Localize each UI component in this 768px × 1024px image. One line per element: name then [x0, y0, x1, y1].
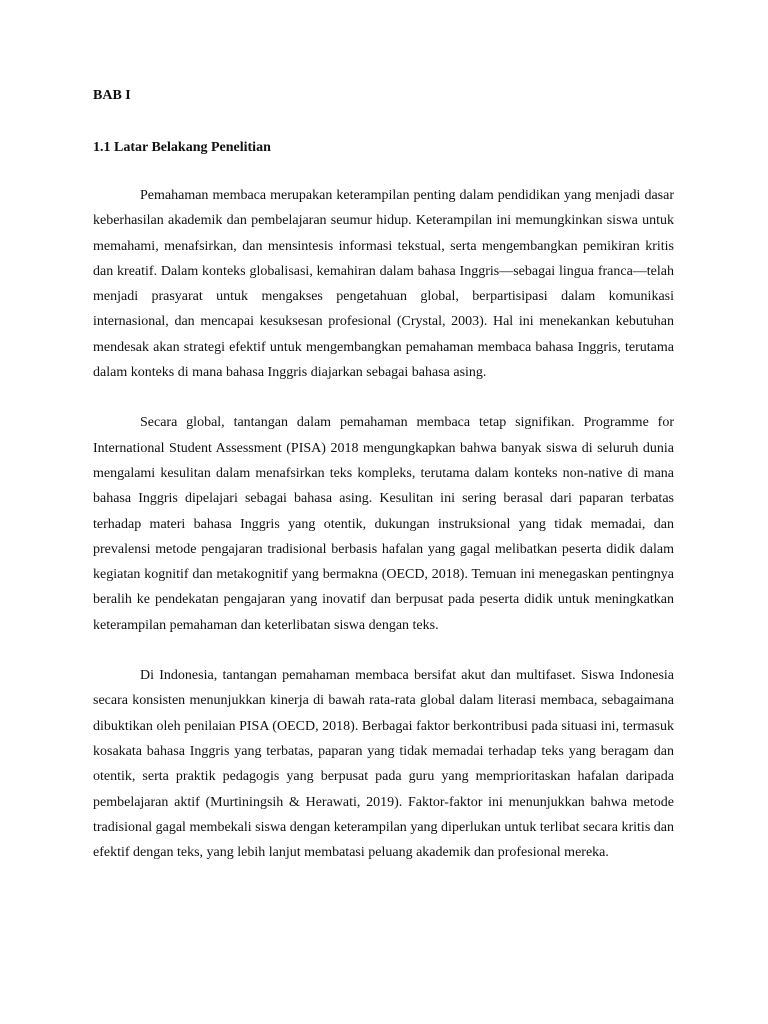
document-body: [93, 86, 674, 865]
chapter-heading: BAB I: [93, 88, 131, 103]
body-paragraph: Pemahaman membaca merupakan keterampilan penting dalam pendidikan yang menjadi dasar keberhasilan akademik dan pembelajaran seumur hidup. Keterampilan ini memungkinkan siswa untuk memahami, menafsirkan, dan mensintesis informasi tekstual, serta mengembangkan pemikiran kritis dan kreatif. Dalam konteks globalisasi, kemahiran dalam bahasa Inggris—sebagai lingua franca—telah menjadi prasyarat untuk mengakses pengetahuan global, berpartisipasi dalam komunikasi internasional, dan mencapai kesuksesan profesional (Crystal, 2003). Hal ini menekankan kebutuhan mendesak akan strategi efektif untuk mengembangkan pemahaman membaca bahasa Inggris, terutama dalam konteks di mana bahasa Inggris diajarkan sebagai bahasa asing.: [93, 188, 674, 381]
body-paragraph: Secara global, tantangan dalam pemahaman membaca tetap signifikan. Programme for International Student Assessment (PISA) 2018 mengungkapkan bahwa banyak siswa di seluruh dunia mengalami kesulitan dalam menafsirkan teks kompleks, terutama dalam konteks non-native di mana bahasa Inggris dipelajari sebagai bahasa asing. Kesulitan ini sering berasal dari paparan terbatas terhadap materi bahasa Inggris yang otentik, dukungan instruksional yang tidak memadai, dan prevalensi metode pengajaran tradisional berbasis hafalan yang gagal melibatkan peserta didik dalam kegiatan kognitif dan metakognitif yang bermakna (OECD, 2018). Temuan ini menegaskan pentingnya beralih ke pendekatan pengajaran yang inovatif dan berpusat pada peserta didik untuk meningkatkan keterampilan pemahaman dan keterlibatan siswa dengan teks.: [93, 415, 674, 633]
body-paragraph: Di Indonesia, tantangan pemahaman membaca bersifat akut dan multifaset. Siswa Indonesia secara konsisten menunjukkan kinerja di bawah rata-rata global dalam literasi membaca, sebagaimana dibuktikan oleh penilaian PISA (OECD, 2018). Berbagai faktor berkontribusi pada situasi ini, termasuk kosakata bahasa Inggris yang terbatas, paparan yang tidak memadai terhadap teks yang beragam dan otentik, serta praktik pedagogis yang berpusat pada guru yang memprioritaskan hafalan daripada pembelajaran aktif (Murtiningsih & Herawati, 2019). Faktor-faktor ini menunjukkan bahwa metode tradisional gagal membekali siswa dengan keterampilan yang diperlukan untuk terlibat secara kritis dan efektif dengan teks, yang lebih lanjut membatasi peluang akademik dan profesional mereka.: [93, 668, 674, 861]
section-heading: 1.1 Latar Belakang Penelitian: [93, 140, 271, 155]
